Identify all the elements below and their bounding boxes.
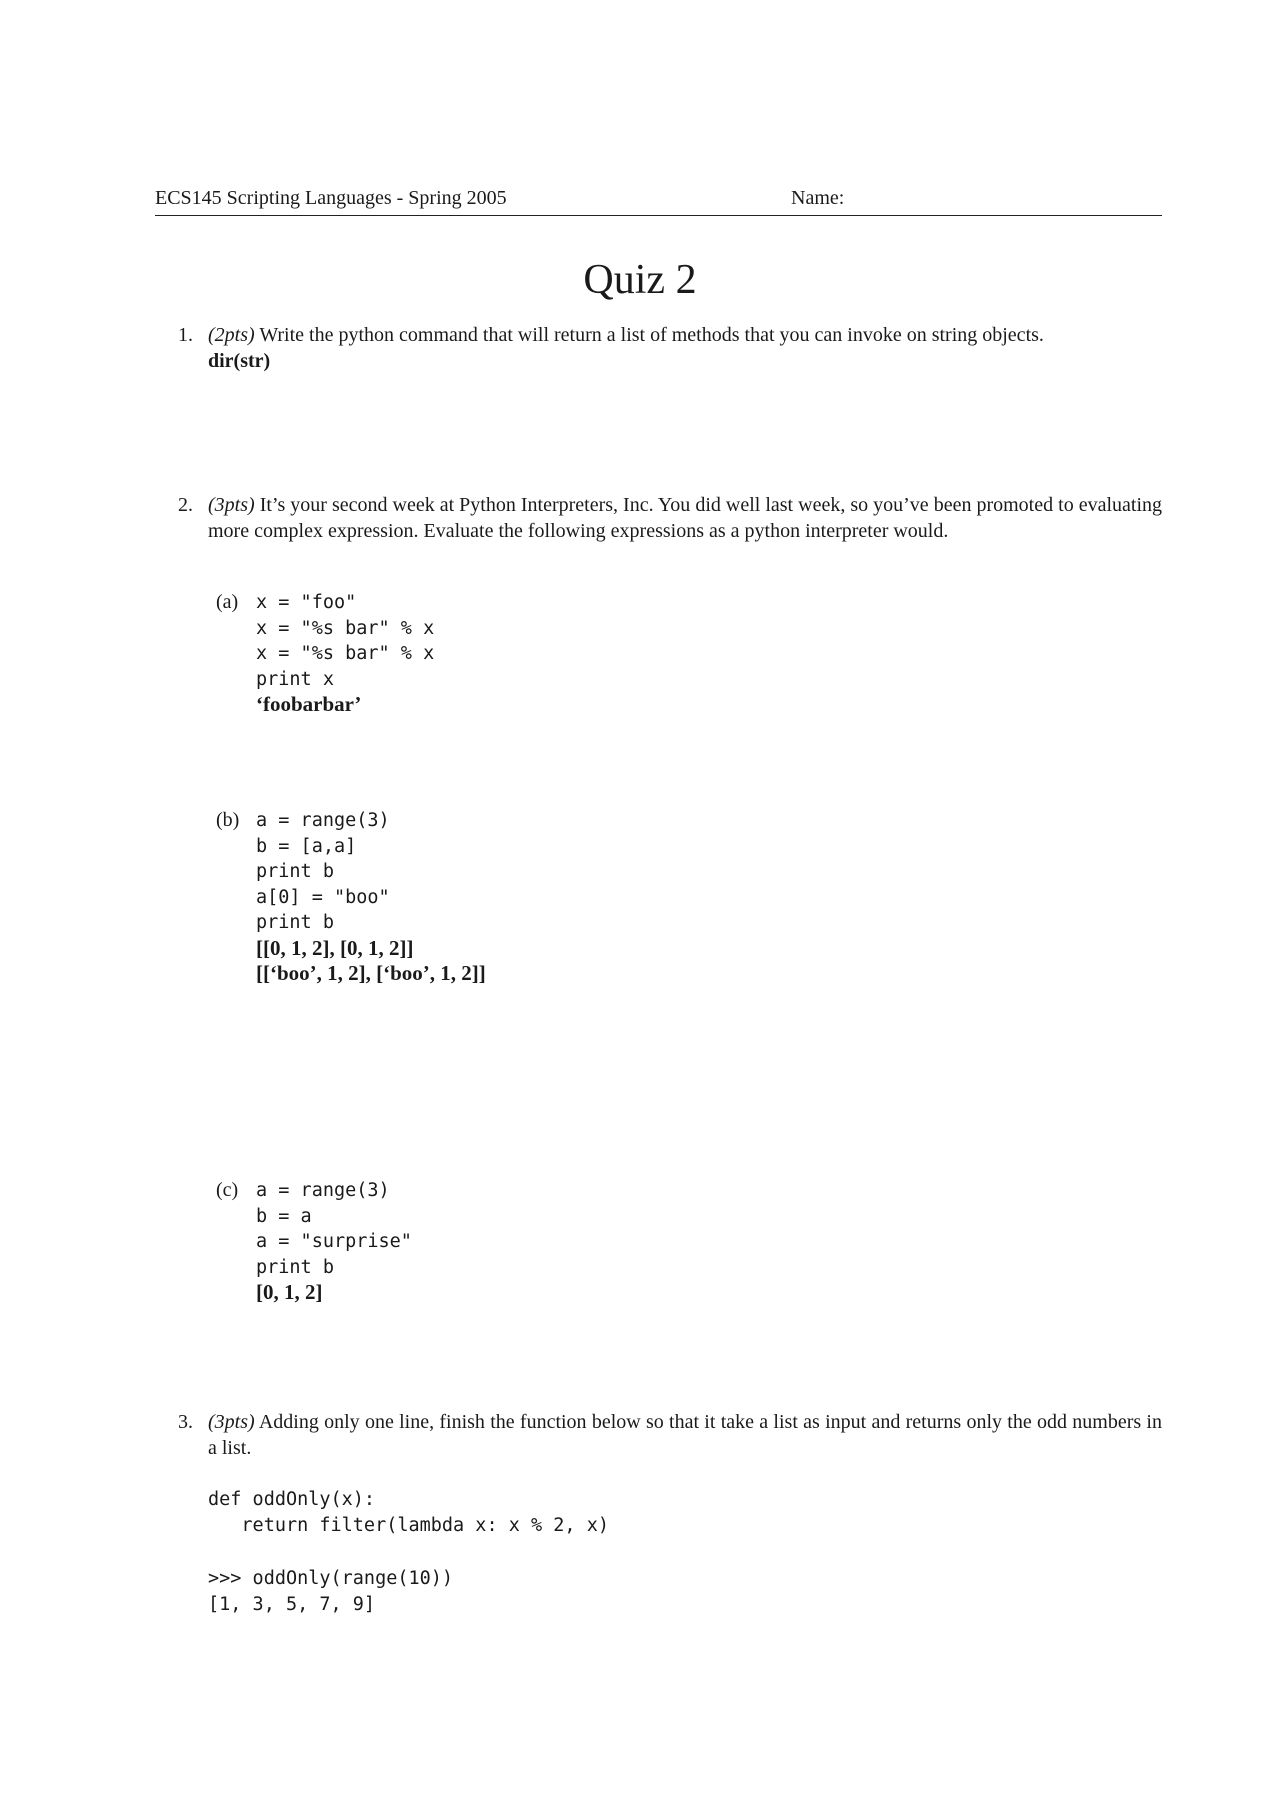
question-2 <box>178 492 1162 544</box>
code-block <box>208 1487 609 1539</box>
code-line: a = "surprise" <box>256 1231 412 1252</box>
code-line: x = "%s bar" % x <box>256 617 435 639</box>
code-line: a = range(3) <box>256 810 390 831</box>
code-line: return filter(lambda x: x % 2, x) <box>208 1515 609 1536</box>
code-line: def oddOnly(x): <box>208 1489 376 1510</box>
subquestion-b <box>216 808 486 987</box>
code-line: x = "%s bar" % x <box>256 643 435 664</box>
page-header <box>155 187 1162 216</box>
question-3 <box>178 1409 1162 1461</box>
code-line: a[0] = "boo" <box>256 886 390 908</box>
name-label: Name: <box>791 187 845 209</box>
code-line: a = range(3) <box>256 1180 390 1201</box>
question-text: It’s your second week at Python Interpreters, Inc. You did well last week, so you’ve been promoted to evaluating more complex expression. Evaluate the following expressions as a python interpreter would. <box>208 494 1163 542</box>
code-line: [1, 3, 5, 7, 9] <box>208 1594 376 1615</box>
question-points: (3pts) <box>208 1411 255 1433</box>
code-line: x = "foo" <box>256 592 357 613</box>
question-text: Adding only one line, finish the function below so that it take a list as input and returns only the odd numbers in a list. <box>208 1411 1162 1459</box>
question-number: 2. <box>178 494 193 516</box>
question-number: 3. <box>178 1411 193 1433</box>
subquestion-label: (c) <box>216 1179 239 1201</box>
code-line: print b <box>256 1256 334 1278</box>
subquestion-label: (a) <box>216 591 239 613</box>
page-title: Quiz 2 <box>583 257 697 303</box>
example-output-block <box>208 1566 453 1618</box>
question-number: 1. <box>178 324 193 346</box>
code-line: print x <box>256 668 334 690</box>
question-points: (2pts) <box>208 324 255 346</box>
answer-line: [[‘boo’, 1, 2], [‘boo’, 1, 2]] <box>256 961 486 985</box>
subquestion-label: (b) <box>216 809 240 831</box>
code-line: b = [a,a] <box>256 835 357 857</box>
answer-line: [0, 1, 2] <box>256 1280 323 1304</box>
question-1 <box>178 322 1162 374</box>
code-line: b = a <box>256 1205 312 1227</box>
answer-line: ‘foobarbar’ <box>256 692 362 716</box>
code-line: print b <box>256 912 334 933</box>
code-line: print b <box>256 861 334 882</box>
answer-line: [[0, 1, 2], [0, 1, 2]] <box>256 935 414 960</box>
subquestion-c <box>216 1178 412 1306</box>
subquestion-a <box>216 590 434 718</box>
course-title: ECS145 Scripting Languages - Spring 2005 <box>155 187 507 209</box>
question-answer: dir(str) <box>208 350 271 372</box>
code-line: >>> oddOnly(range(10)) <box>208 1568 454 1589</box>
question-text: Write the python command that will return a list of methods that you can invoke on string objects. <box>259 324 1044 346</box>
question-points: (3pts) <box>208 494 255 516</box>
